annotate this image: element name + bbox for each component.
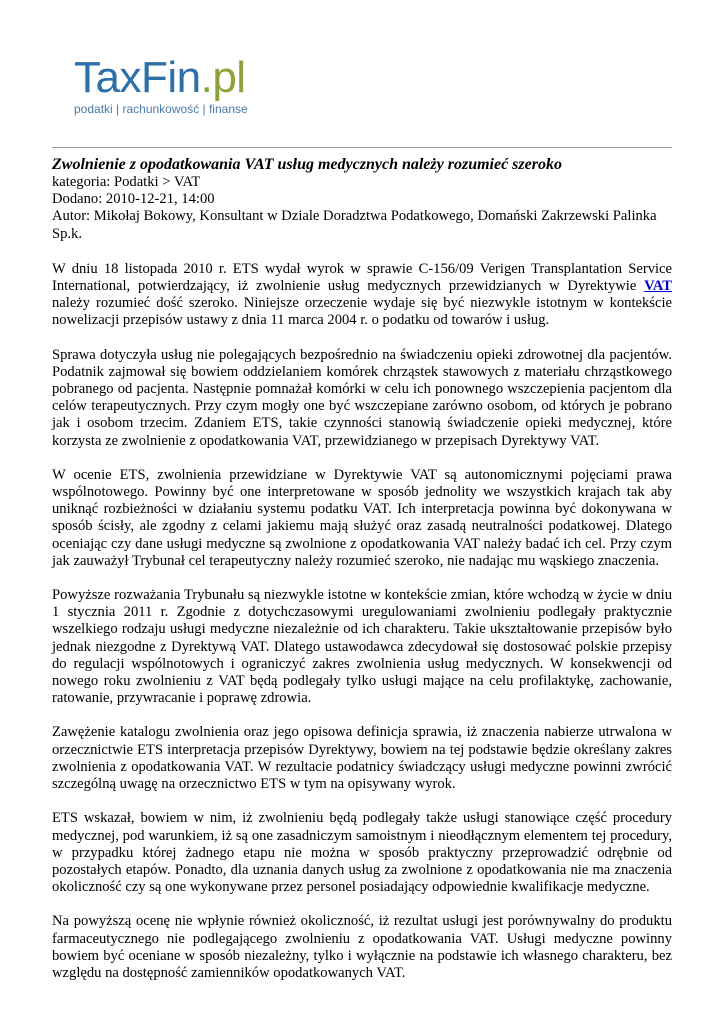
article-date: Dodano: 2010-12-21, 14:00 (52, 191, 215, 208)
paragraph-1-text-b: należy rozumieć dość szeroko. Niniejsze orzeczenie wydaje się być niezwykle istotnym w kontekście nowelizacji przepisów ustawy z dnia 11 marca 2004 r. o podatku od towarów i usług. (52, 295, 672, 329)
header-divider (52, 147, 672, 148)
taxfin-logo[interactable] (74, 53, 274, 116)
logo-wordmark (74, 53, 274, 102)
logo-tld: .pl (200, 53, 246, 102)
paragraph-2: Sprawa dotyczyła usług nie polegających bezpośrednio na świadczeniu opieki zdrowotnej dla pacjentów. Podatnik zajmował się bowiem oddzielaniem komórek chrząstek stawowych z materiału chrząstkowego pobranego od pacjenta. Następnie pomnażał komórki w celu ich ponownego wszczepienia pacjentom dla celów terapeutycznych. Przy czym mogły one być wszczepiane zarówno osobom, od których je pobrano jak i osobom trzecim. Zdaniem ETS, takie czynności stanowią świadczenie opieki medycznej, które korzysta ze zwolnienie z opodatkowania VAT, przewidzianego w przepisach Dyrektywy VAT. (52, 346, 672, 449)
paragraph-1 (52, 261, 672, 330)
vat-link[interactable]: VAT (644, 278, 672, 295)
article (52, 155, 672, 982)
logo-tagline: podatki | rachunkowość | finanse (74, 102, 248, 116)
article-title: Zwolnienie z opodatkowania VAT usług medycznych należy rozumieć szeroko (52, 156, 562, 173)
paragraph-7: Na powyższą ocenę nie wpłynie również okoliczność, iż rezultat usługi jest porównywalny do produktu farmaceutycznego nie podlegającego zwolnieniu z opodatkowania VAT. Usługi medyczne powinny bowiem być oceniane w sposób niezależny, tylko i wyłącznie na podstawie ich własnego charakteru, bez względu na dostępność zamienników opodatkowanych VAT. (52, 913, 672, 981)
article-category: kategoria: Podatki > VAT (52, 174, 201, 190)
paragraph-5: Zawężenie katalogu zwolnienia oraz jego opisowa definicja sprawia, iż znaczenia nabierze utrwalona w orzecznictwie ETS interpretacja przepisów Dyrektywy, bowiem na tej podstawie będzie określany zakres zwolnienia z opodatkowania VAT. W rezultacie podatnicy świadczący usługi medyczne powinni zwrócić szczególną uwagę na orzecznictwo ETS w tym na opisywany wyrok. (52, 724, 672, 793)
paragraph-3: W ocenie ETS, zwolnienia przewidziane w Dyrektywie VAT są autonomicznymi pojęciami prawa wspólnotowego. Powinny być one interpretowane w sposób jednolity we wszystkich krajach tak aby uniknąć rozbieżności w działaniu systemu podatku VAT. Ich interpretacja powinna być dokonywana w sposób ścisły, ale zgodny z celami jakiemu mają służyć oraz zasadą neutralności podatkowej. Dlatego oceniając czy dane usługi medyczne są zwolnione z opodatkowania VAT należy badać ich cel. Przy czym jak zauważył Trybunał cel terapeutyczny należy rozumieć szeroko, nie nadając mu wąskiego znaczenia. (52, 466, 672, 569)
paragraph-6: ETS wskazał, bowiem w nim, iż zwolnieniu będą podlegały także usługi stanowiące część procedury medycznej, pod warunkiem, iż są one zasadniczym samoistnym i nieodłącznym elementem tej procedury, w przypadku której żadnego etapu nie można w sposób praktyczny przeprowadzić odrębnie od pozostałych etapów. Ponadto, dla uznania danych usług za zwolnione z opodatkowania nie ma znaczenia okoliczność czy są one wykonywane przez personel posiadający odpowiednie kwalifikacje medyczne. (52, 810, 672, 896)
logo-name: TaxFin (74, 53, 201, 102)
paragraph-4: Powyższe rozważania Trybunału są niezwykle istotne w kontekście zmian, które wchodzą w życie w dniu 1 stycznia 2011 r. Zgodnie z dotychczasowymi uregulowaniami zwolnieniu podlegały praktycznie wszelkiego rodzaju usługi medyczne niezależnie od ich charakteru. Takie ukształtowanie przepisów było jednak niezgodne z Dyrektywą VAT. Dlatego ustawodawca zdecydował się dostosować polskie przepisy do regulacji wspólnotowych i ograniczyć zakres zwolnienia usług medycznych. W konsekwencji od nowego roku zwolnieniu z VAT będą podlegały tylko usługi mające na celu profilaktykę, zachowanie, ratowanie, przywracanie i poprawę zdrowia. (52, 587, 672, 707)
paragraph-1-text-a: W dniu 18 listopada 2010 r. ETS wydał wyrok w sprawie C-156/09 Verigen Transplantation Service International, potwierdzający, iż zwolnienie usług medycznych przewidzianych w Dyrektywie (52, 260, 672, 295)
article-meta (52, 174, 672, 243)
article-author: Autor: Mikołaj Bokowy, Konsultant w Dziale Doradztwa Podatkowego, Domański Zakrzewski Palinka Sp.k. (52, 208, 657, 242)
